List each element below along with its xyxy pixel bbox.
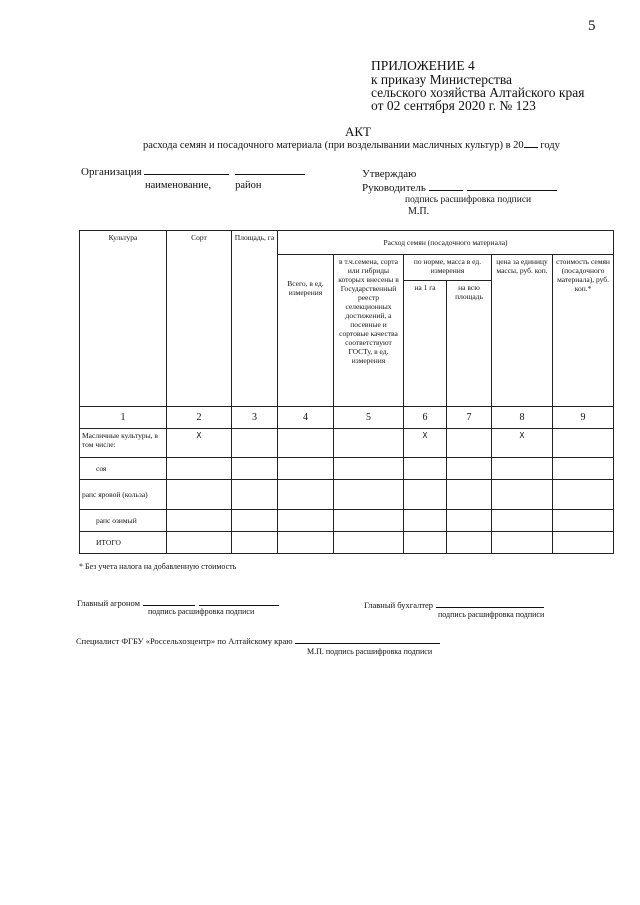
- header-culture: Культура: [80, 231, 167, 407]
- table-row: [80, 532, 614, 554]
- accountant-blank: [436, 598, 544, 608]
- row-label-oilseeds: Масличные культуры, в том числе:: [80, 429, 167, 458]
- cell-x-norm: Х: [404, 429, 447, 458]
- specialist-caption: М.П. подпись расшифровка подписи: [307, 647, 433, 656]
- header-variety: Сорт: [167, 231, 232, 407]
- col-num-9: 9: [553, 407, 614, 429]
- table-cell[interactable]: [492, 510, 553, 532]
- table-cell[interactable]: [232, 458, 278, 480]
- table-cell[interactable]: [334, 429, 404, 458]
- cell-x-price: Х: [492, 429, 553, 458]
- table-cell[interactable]: [492, 480, 553, 510]
- organization-name-blank: [144, 165, 229, 175]
- col-num-1: 1: [80, 407, 167, 429]
- specialist-label: Специалист ФГБУ «Россельхозцентр» по Алтайскому краю: [76, 636, 293, 646]
- table-cell[interactable]: [278, 510, 334, 532]
- table-cell[interactable]: [278, 532, 334, 554]
- head-signature-line: [362, 181, 557, 194]
- appendix-line-3: от 02 сентября 2020 г. № 123: [371, 98, 536, 113]
- table-cell[interactable]: [334, 458, 404, 480]
- appendix-title: ПРИЛОЖЕНИЕ 4: [371, 58, 475, 73]
- column-numbers-row: [80, 407, 614, 429]
- table-cell[interactable]: [167, 510, 232, 532]
- accountant-label: Главный бухгалтер: [364, 600, 434, 610]
- header-consumption: Расход семян (посадочного материала): [278, 231, 614, 255]
- agronomist-caption: подпись расшифровка подписи: [148, 607, 255, 616]
- cell-x-variety: Х: [167, 429, 232, 458]
- header-price: цена за единицу массы, руб. коп.: [492, 255, 553, 407]
- table-cell[interactable]: [167, 458, 232, 480]
- table-cell[interactable]: [404, 510, 447, 532]
- specialist-line: [76, 634, 440, 646]
- col-num-3: 3: [232, 407, 278, 429]
- table-cell[interactable]: [232, 510, 278, 532]
- col-num-8: 8: [492, 407, 553, 429]
- table-row: [80, 510, 614, 532]
- header-per-ha: на 1 га: [404, 281, 447, 407]
- head-label: Руководитель: [362, 182, 426, 194]
- accountant-caption: подпись расшифровка подписи: [438, 610, 545, 619]
- col-num-2: 2: [167, 407, 232, 429]
- page-number: 5: [588, 18, 596, 34]
- table-cell[interactable]: [404, 480, 447, 510]
- table-cell[interactable]: [232, 480, 278, 510]
- seal-mark: М.П.: [408, 206, 430, 217]
- table-cell[interactable]: [447, 458, 492, 480]
- footnote: * Без учета налога на добавленную стоимость: [79, 562, 237, 571]
- organization-label: Организация: [81, 166, 142, 178]
- appendix-line-2: сельского хозяйства Алтайского края: [371, 85, 585, 100]
- table-cell[interactable]: [553, 429, 614, 458]
- row-label-winter-rapeseed: рапс озимый: [80, 510, 167, 532]
- header-cost: стоимость семян (посадочного материала), руб. коп.*: [553, 255, 614, 407]
- table-cell[interactable]: [278, 480, 334, 510]
- header-area: Площадь, га: [232, 231, 278, 407]
- table-cell[interactable]: [492, 532, 553, 554]
- row-label-soy: соя: [80, 458, 167, 480]
- header-all-area: на всю площадь: [447, 281, 492, 407]
- head-signature-caption: подпись расшифровка подписи: [405, 195, 532, 205]
- table-cell[interactable]: [232, 429, 278, 458]
- table-cell[interactable]: [447, 480, 492, 510]
- subtitle-year-word: году: [540, 140, 560, 151]
- agronomist-name-blank: [199, 596, 279, 606]
- table-cell[interactable]: [553, 458, 614, 480]
- row-label-spring-rapeseed: рапс яровой (кольза): [80, 480, 167, 510]
- col-num-7: 7: [447, 407, 492, 429]
- table-cell[interactable]: [278, 458, 334, 480]
- table-cell[interactable]: [447, 532, 492, 554]
- organization-captions: [145, 180, 261, 191]
- table-cell[interactable]: [447, 429, 492, 458]
- header-registered: в т.ч.семена, сорта или гибриды которых внесены в Государственный реестр селекционных достижений, а посевные и сортовые качества соответствуют ГОСТу, в ед. измерения: [334, 255, 404, 407]
- table-cell[interactable]: [167, 480, 232, 510]
- appendix-line-1: к приказу Министерства: [371, 72, 513, 87]
- table-row: [80, 458, 614, 480]
- organization-district-blank: [235, 165, 305, 175]
- approve-title: Утверждаю: [362, 168, 417, 180]
- table-row: [80, 429, 614, 458]
- year-blank: [524, 138, 538, 148]
- table-cell[interactable]: [553, 480, 614, 510]
- col-num-5: 5: [334, 407, 404, 429]
- header-norm: по норме, масса в ед. измерения: [404, 255, 492, 281]
- organization-line: [81, 165, 305, 178]
- table-cell[interactable]: [553, 532, 614, 554]
- col-num-4: 4: [278, 407, 334, 429]
- agronomist-label: Главный агроном: [77, 598, 141, 608]
- table-cell[interactable]: [232, 532, 278, 554]
- col-num-6: 6: [404, 407, 447, 429]
- table-cell[interactable]: [404, 458, 447, 480]
- specialist-blank: [295, 634, 440, 644]
- table-cell[interactable]: [167, 532, 232, 554]
- subtitle-text: расхода семян и посадочного материала (при возделывании масличных культур) в 20: [143, 140, 524, 151]
- caption-name: наименование,: [145, 180, 212, 191]
- header-total: Всего, в ед. измерения: [278, 255, 334, 407]
- table-cell[interactable]: [404, 532, 447, 554]
- table-cell[interactable]: [447, 510, 492, 532]
- agronomist-sign-blank: [143, 596, 195, 606]
- table-cell[interactable]: [334, 532, 404, 554]
- accountant-line: [364, 598, 544, 610]
- table-cell[interactable]: [492, 458, 553, 480]
- document-title: АКТ: [345, 124, 371, 139]
- table-cell[interactable]: [334, 510, 404, 532]
- table-row: [80, 480, 614, 510]
- table-cell[interactable]: [334, 480, 404, 510]
- head-signature-blank: [429, 181, 463, 191]
- table-cell[interactable]: [553, 510, 614, 532]
- head-name-blank: [467, 181, 557, 191]
- row-label-total: ИТОГО: [80, 532, 167, 554]
- document-subtitle: [143, 138, 560, 151]
- seed-consumption-table: [79, 230, 614, 554]
- table-cell[interactable]: [278, 429, 334, 458]
- caption-district: район: [235, 180, 262, 191]
